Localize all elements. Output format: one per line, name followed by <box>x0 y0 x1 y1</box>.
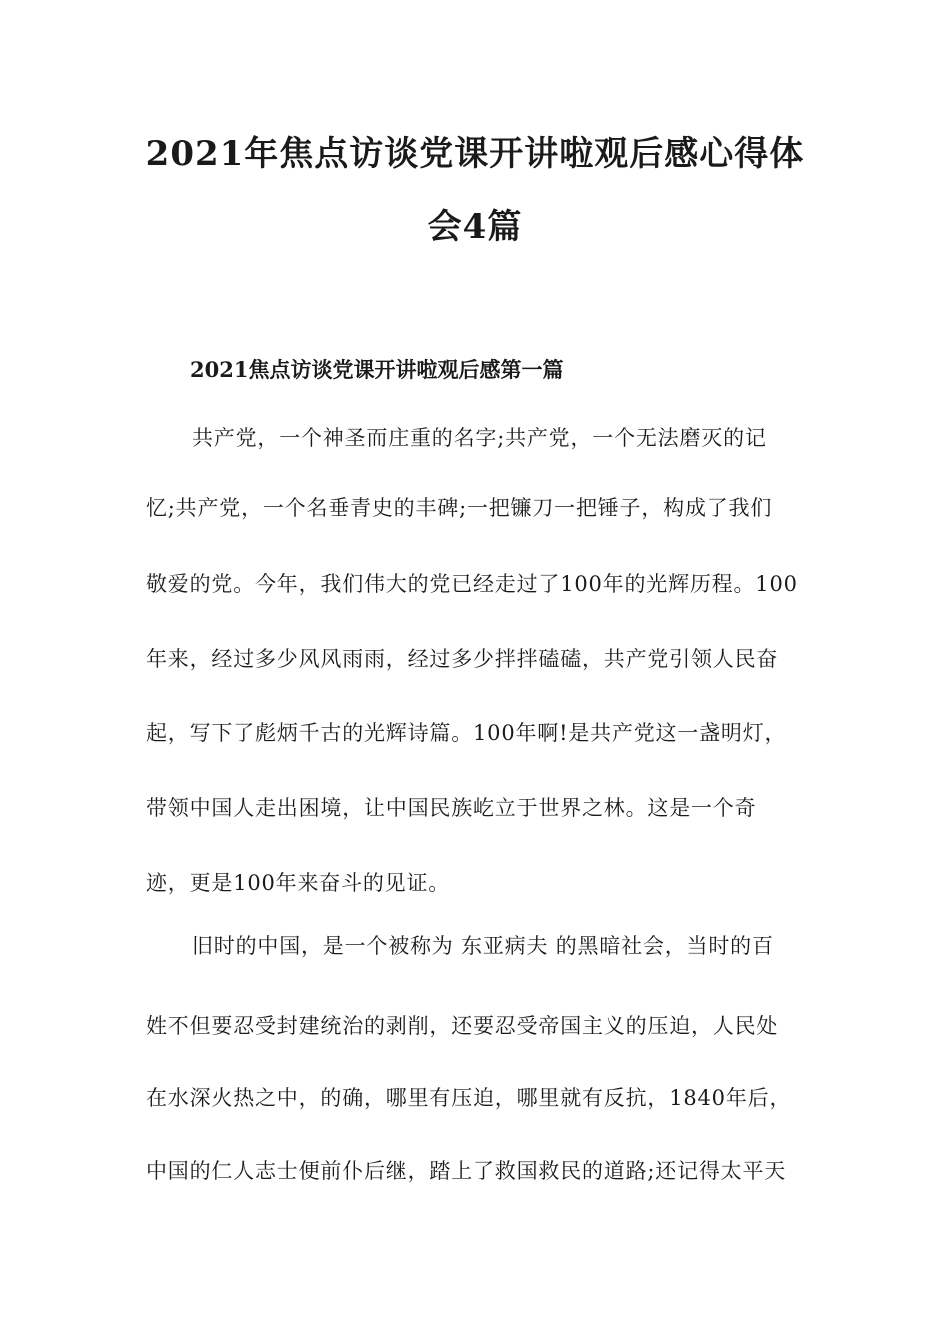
paragraph-2-line: 在水深火热之中，的确，哪里有压迫，哪里就有反抗，1840年后， <box>146 1086 792 1110</box>
paragraph-2-line: 旧时的中国，是一个被称为 东亚病夫 的黑暗社会，当时的百 <box>192 934 774 958</box>
section-heading: 2021焦点访谈党课开讲啦观后感第一篇 <box>190 357 564 382</box>
paragraph-1-line: 共产党，一个神圣而庄重的名字;共产党，一个无法磨灭的记 <box>192 426 767 450</box>
paragraph-2-line: 姓不但要忍受封建统治的剥削，还要忍受帝国主义的压迫，人民处 <box>146 1014 779 1038</box>
paragraph-1-line: 迹，更是100年来奋斗的见证。 <box>146 871 451 895</box>
paragraph-1-line: 忆;共产党，一个名垂青史的丰碑;一把镰刀一把锤子，构成了我们 <box>146 496 773 520</box>
paragraph-1-line: 起，写下了彪炳千古的光辉诗篇。100年啊!是共产党这一盏明灯， <box>146 721 787 745</box>
document-title-line-2: 会4篇 <box>427 207 523 247</box>
paragraph-1-line: 带领中国人走出困境，让中国民族屹立于世界之林。这是一个奇 <box>146 796 757 820</box>
paragraph-1-line: 敬爱的党。今年，我们伟大的党已经走过了100年的光辉历程。100 <box>146 572 798 596</box>
document-title-line-1: 2021年焦点访谈党课开讲啦观后感心得体 <box>145 134 805 174</box>
paragraph-1-line: 年来，经过多少风风雨雨，经过多少拌拌磕磕，共产党引领人民奋 <box>146 647 779 671</box>
paragraph-2-line: 中国的仁人志士便前仆后继，踏上了救国救民的道路;还记得太平天 <box>146 1159 787 1183</box>
